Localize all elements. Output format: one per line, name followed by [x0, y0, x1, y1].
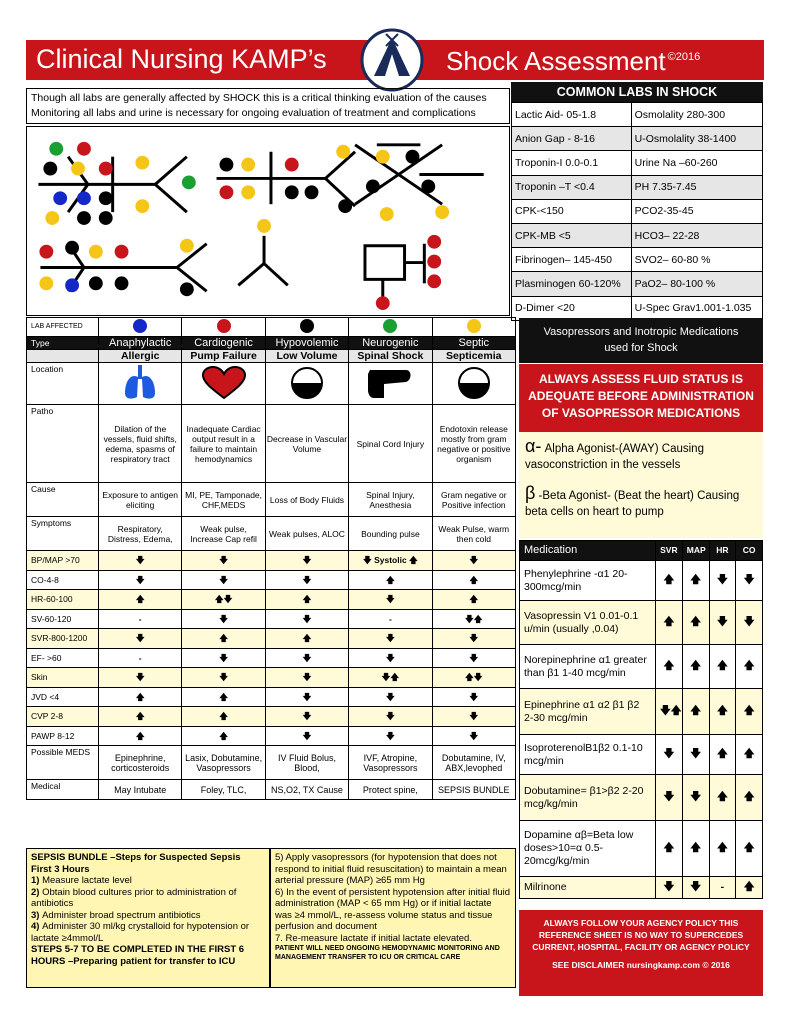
lab-dot-cell — [432, 318, 515, 337]
medical-row-cell: SEPSIS BUNDLE — [432, 780, 515, 800]
meds-row-cell: IV Fluid Bolus, Blood, — [265, 746, 348, 780]
kamp-tent-logo-icon — [360, 28, 424, 92]
lab-color-dot — [383, 319, 397, 333]
med-effect-arrow: 🡅 — [682, 821, 709, 877]
param-arrow: 🡇 — [349, 726, 432, 746]
med-effect-arrow: 🡇🡅 — [656, 689, 683, 735]
param-arrow: 🡇 — [265, 668, 348, 688]
param-arrow: 🡇 — [99, 551, 182, 571]
title-right-text: Shock Assessment — [446, 46, 666, 76]
vaso-header — [519, 318, 763, 363]
sepsis-step-text: Measure lactate level — [42, 875, 132, 886]
lab-row — [512, 272, 763, 296]
meds-row-cell: IVF, Atropine, Vasopressors — [349, 746, 432, 780]
alpha-symbol: α- — [525, 436, 542, 456]
param-arrow: 🡇 — [432, 629, 515, 649]
cause-row-cell: Gram negative or Positive infection — [432, 483, 515, 517]
med-name: Phenylephrine -α1 20-300mcg/min — [520, 561, 656, 601]
med-effect-arrow: 🡅 — [736, 775, 763, 821]
policy-text: ALWAYS FOLLOW YOUR AGENCY POLICY THIS REFERENCE SHEET IS NO WAY TO SUPERCEDES CURRENT, HOSPITAL, FACILITY OR AGENCY POLICY — [532, 918, 750, 952]
param-label: SVR-800-1200 — [27, 629, 99, 649]
param-label: JVD <4 — [27, 687, 99, 707]
shock-type: Neurogenic — [349, 337, 432, 350]
cause-row-cell: Exposure to antigen eliciting — [99, 483, 182, 517]
param-arrow: 🡇🡅 — [349, 668, 432, 688]
param-arrow: 🡇 — [432, 726, 515, 746]
lab-value: Fibrinogen– 145-450 — [512, 248, 632, 272]
param-label: EF- >60 — [27, 648, 99, 668]
medical-row-cell: May Intubate — [99, 780, 182, 800]
param-arrow: 🡇 — [265, 648, 348, 668]
type-row — [27, 337, 516, 350]
param-arrow: 🡅 — [99, 707, 182, 727]
med-name: Dopamine αβ=Beta low doses>10=α 0.5-20mcg/kg/min — [520, 821, 656, 877]
lab-value: PH 7.35-7.45 — [631, 175, 762, 199]
sepsis-subtitle: First 3 Hours — [31, 863, 90, 875]
med-effect-arrow: 🡇 — [656, 775, 683, 821]
empty-cell — [27, 350, 99, 363]
param-row — [27, 629, 516, 649]
med-effect-arrow: 🡇 — [682, 775, 709, 821]
cause-row-cell: Loss of Body Fluids — [265, 483, 348, 517]
lab-color-dot — [467, 319, 481, 333]
lab-dot-cell — [99, 318, 182, 337]
medical-row-cell: NS,O2, TX Cause — [265, 780, 348, 800]
med-effect-arrow: 🡅 — [709, 735, 736, 775]
title-left: Clinical Nursing KAMP’s — [36, 44, 327, 74]
param-arrow: 🡇 — [99, 668, 182, 688]
alpha-info — [525, 438, 757, 473]
shock-type: Septic — [432, 337, 515, 350]
vaso-header-line: used for Shock — [604, 342, 678, 354]
param-row — [27, 570, 516, 590]
param-arrow: 🡇 — [349, 629, 432, 649]
param-arrow: 🡇 — [432, 707, 515, 727]
meds-header-row — [520, 541, 763, 561]
param-arrow: 🡅 — [349, 570, 432, 590]
symptoms-row-cell: Weak Pulse, warm then cold — [432, 517, 515, 551]
param-arrow: 🡇 — [182, 551, 265, 571]
lab-dot-cell — [265, 318, 348, 337]
param-arrow: 🡅 — [99, 687, 182, 707]
title-right — [446, 46, 700, 77]
param-arrow: 🡅 — [182, 726, 265, 746]
patho-row-cell: Decrease in Vascular Volume — [265, 405, 348, 483]
heart-icon — [182, 363, 265, 405]
agonist-info — [519, 432, 763, 538]
meds-row-cell: Dobutamine, IV, ABX,levophed — [432, 746, 515, 780]
vaso-header-line: Vasopressors and Inotropic Medications — [543, 326, 739, 338]
meds-row-label: Possible MEDS — [27, 746, 99, 780]
med-effect-arrow: 🡅 — [656, 561, 683, 601]
param-row — [27, 668, 516, 688]
labs-title: COMMON LABS IN SHOCK — [511, 82, 763, 102]
lab-dot-cell — [182, 318, 265, 337]
beta-text: -Beta Agonist- (Beat the heart) Causing beta cells on heart to pump — [525, 490, 740, 518]
medical-row-label: Medical — [27, 780, 99, 800]
lab-value: Plasminogen 60-120% — [512, 272, 632, 296]
meds-col-header: Medication — [520, 541, 656, 561]
med-effect-arrow: 🡅 — [736, 645, 763, 689]
param-arrow: 🡇 — [349, 648, 432, 668]
param-arrow: 🡅🡇 — [432, 668, 515, 688]
shock-subtype: Spinal Shock — [349, 350, 432, 363]
location-label: Location — [27, 363, 99, 405]
beta-info — [525, 485, 757, 520]
param-arrow: 🡅 — [432, 590, 515, 610]
med-effect-arrow: 🡅 — [709, 645, 736, 689]
med-effect-arrow: 🡅 — [736, 689, 763, 735]
sepsis-step: 7. Re-measure lactate if initial lactate elevated. — [275, 932, 472, 944]
lab-row — [512, 296, 763, 320]
cause-row — [27, 483, 516, 517]
lab-value: Troponin-I 0.0-0.1 — [512, 151, 632, 175]
sepsis-step-text: Administer 30 ml/kg crystalloid for hypotension or lactate ≥4mmol/L — [31, 921, 250, 944]
shock-type: Cardiogenic — [182, 337, 265, 350]
medical-row — [27, 780, 516, 800]
half-circle-icon — [432, 363, 515, 405]
copyright-year: ©2016 — [667, 51, 701, 64]
med-row — [520, 775, 763, 821]
sepsis-step: 6) In the event of persistent hypotension after initial fluid administration (MAP < 65 mm Hg) or if initial lactate was ≥4 mmol/L, re-assess volume status and tissue perfusion and document — [275, 886, 510, 932]
medical-row-cell: Foley, TLC, — [182, 780, 265, 800]
med-effect-arrow: 🡅 — [736, 821, 763, 877]
cause-row-cell: MI, PE, Tamponade, CHF,MEDS — [182, 483, 265, 517]
param-arrow: 🡇 — [432, 687, 515, 707]
shock-subtype: Allergic — [99, 350, 182, 363]
param-arrow: 🡇 — [265, 707, 348, 727]
med-row — [520, 561, 763, 601]
param-row — [27, 551, 516, 571]
param-arrow: 🡅 — [99, 726, 182, 746]
lab-value: HCO3– 22-28 — [631, 223, 762, 247]
param-label: PAWP 8-12 — [27, 726, 99, 746]
lab-row — [512, 151, 763, 175]
meds-col-header: SVR — [656, 541, 683, 561]
param-arrow: - — [349, 609, 432, 629]
param-arrow: 🡇 — [182, 648, 265, 668]
symptoms-row-cell: Weak pulses, ALOC — [265, 517, 348, 551]
location-row — [27, 363, 516, 405]
meds-row — [27, 746, 516, 780]
sepsis-step-number: 1) — [31, 875, 43, 886]
lab-row — [512, 103, 763, 127]
intro-text — [26, 88, 510, 124]
sepsis-step: 5) Apply vasopressors (for hypotension that does not respond to initial fluid resuscitation) to maintain a mean arterial pressure (MAP) ≥65 mm Hg — [275, 852, 507, 886]
patho-row-cell: Inadequate Cardiac output result in a failure to maintain hemodynamics — [182, 405, 265, 483]
med-effect-arrow: 🡇 — [709, 561, 736, 601]
med-effect-arrow: 🡅 — [709, 689, 736, 735]
med-effect-arrow: 🡅 — [709, 821, 736, 877]
sepsis-step — [31, 887, 265, 910]
med-effect-arrow: 🡇 — [656, 735, 683, 775]
patho-row — [27, 405, 516, 483]
sepsis-step — [31, 921, 265, 944]
param-row — [27, 687, 516, 707]
param-label: CVP 2-8 — [27, 707, 99, 727]
param-arrow: 🡇 — [182, 609, 265, 629]
sepsis-bundle-right — [270, 848, 516, 988]
param-row — [27, 590, 516, 610]
intro-line: Monitoring all labs and urine is necessary for ongoing evaluation of treatment and complications — [31, 107, 476, 119]
lab-value: CPK-MB <5 — [512, 223, 632, 247]
meds-row-cell: Epinephrine, corticosteroids — [99, 746, 182, 780]
meds-row-cell: Lasix, Dobutamine, Vasopressors — [182, 746, 265, 780]
param-arrow: 🡅 — [265, 629, 348, 649]
med-effect-arrow: 🡇 — [656, 877, 683, 899]
med-row — [520, 645, 763, 689]
param-row — [27, 726, 516, 746]
lab-color-dot — [217, 319, 231, 333]
lab-affected-label: LAB AFFECTED — [27, 318, 99, 337]
symptoms-row-cell: Weak pulse, Increase Cap refil — [182, 517, 265, 551]
lab-fishbone-diagrams — [26, 126, 510, 316]
param-arrow: 🡇 — [349, 590, 432, 610]
param-arrow: 🡇 — [265, 687, 348, 707]
med-row — [520, 689, 763, 735]
med-name: Epinephrine α1 α2 β1 β2 2-30 mcg/min — [520, 689, 656, 735]
sepsis-closing: STEPS 5-7 TO BE COMPLETED IN THE FIRST 6 HOURS –Preparing patient for transfer to ICU — [31, 944, 245, 967]
shock-type: Anaphylactic — [99, 337, 182, 350]
param-arrow: 🡇 — [349, 707, 432, 727]
alpha-text: Alpha Agonist-(AWAY) Causing vasoconstriction in the vessels — [525, 443, 704, 471]
lab-value: CPK-<150 — [512, 199, 632, 223]
lab-value: PaO2– 80-100 % — [631, 272, 762, 296]
param-arrow: 🡇 — [265, 726, 348, 746]
param-row — [27, 609, 516, 629]
symptoms-row-cell: Bounding pulse — [349, 517, 432, 551]
lab-row — [512, 223, 763, 247]
param-arrow: 🡅🡇 — [182, 590, 265, 610]
lab-row — [512, 175, 763, 199]
policy-footer — [519, 910, 763, 996]
patho-row-cell: Spinal Cord Injury — [349, 405, 432, 483]
med-effect-arrow: 🡅 — [656, 645, 683, 689]
param-arrow: 🡇 — [432, 551, 515, 571]
shock-subtype: Septicemia — [432, 350, 515, 363]
param-arrow: 🡅 — [182, 687, 265, 707]
param-arrow: 🡇 — [349, 687, 432, 707]
param-arrow: 🡇 — [265, 551, 348, 571]
param-row — [27, 648, 516, 668]
patho-row-label: Patho — [27, 405, 99, 483]
med-name: IsoproterenolB1β2 0.1-10 mcg/min — [520, 735, 656, 775]
med-effect-arrow: 🡇 — [709, 601, 736, 645]
med-effect-arrow: 🡅 — [682, 689, 709, 735]
param-label: Skin — [27, 668, 99, 688]
lab-row — [512, 199, 763, 223]
param-label: SV-60-120 — [27, 609, 99, 629]
med-row — [520, 821, 763, 877]
med-row — [520, 877, 763, 899]
med-effect-arrow: 🡅 — [656, 821, 683, 877]
sepsis-step — [31, 875, 265, 887]
beta-symbol: β — [525, 483, 536, 503]
lab-value: Lactic Aid- 05-1.8 — [512, 103, 632, 127]
lab-row — [512, 127, 763, 151]
subtype-row — [27, 350, 516, 363]
sepsis-note: PATIENT WILL NEED ONGOING HEMODYNAMIC MONITORING AND MANAGEMENT TRANSFER TO ICU OR CRITICAL CARE — [275, 945, 500, 961]
param-arrow: 🡅 — [182, 629, 265, 649]
lab-color-dot — [300, 319, 314, 333]
med-effect-arrow: 🡅 — [682, 601, 709, 645]
med-effect-arrow: 🡇 — [682, 735, 709, 775]
param-label: CO-4-8 — [27, 570, 99, 590]
sepsis-step-number: 2) — [31, 886, 43, 898]
medical-row-cell: Protect spine, — [349, 780, 432, 800]
param-arrow: - — [99, 609, 182, 629]
lab-color-dot — [133, 319, 147, 333]
sepsis-step-number: 4) — [31, 921, 43, 932]
med-row — [520, 735, 763, 775]
lab-value: SVO2– 60-80 % — [631, 248, 762, 272]
lungs-icon — [99, 363, 182, 405]
lab-value: Urine Na –60-260 — [631, 151, 762, 175]
sepsis-step — [31, 910, 265, 922]
lab-value: Troponin –T <0.4 — [512, 175, 632, 199]
lab-row — [512, 248, 763, 272]
med-effect-arrow: 🡇 — [682, 877, 709, 899]
meds-col-header: HR — [709, 541, 736, 561]
param-arrow: 🡇 — [432, 648, 515, 668]
shock-types-table — [26, 317, 516, 800]
param-arrow: 🡅 — [265, 590, 348, 610]
type-label: Type — [27, 337, 99, 350]
lab-value: Osmolality 280-300 — [631, 103, 762, 127]
lab-value: U-Spec Grav1.001-1.035 — [631, 296, 762, 320]
symptoms-row-label: Symptoms — [27, 517, 99, 551]
med-effect-arrow: 🡇 — [736, 561, 763, 601]
lab-value: U-Osmolality 38-1400 — [631, 127, 762, 151]
param-arrow: - — [99, 648, 182, 668]
cause-row-label: Cause — [27, 483, 99, 517]
param-row — [27, 707, 516, 727]
cause-row-cell: Spinal Injury, Anesthesia — [349, 483, 432, 517]
patho-row-cell: Dilation of the vessels, fluid shifts, edema, spasms of respiratory tract — [99, 405, 182, 483]
shock-type: Hypovolemic — [265, 337, 348, 350]
param-arrow: 🡅 — [99, 590, 182, 610]
disclaimer-text: SEE DISCLAIMER nursingkamp.com © 2016 — [552, 960, 730, 970]
param-arrow: 🡇 — [182, 668, 265, 688]
med-name: Vasopressin V1 0.01-0.1 u/min (usually ,0.04) — [520, 601, 656, 645]
param-arrow: 🡇 — [265, 609, 348, 629]
param-label: BP/MAP >70 — [27, 551, 99, 571]
vasopressor-table — [519, 540, 763, 899]
shock-subtype: Low Volume — [265, 350, 348, 363]
med-effect-arrow: 🡅 — [656, 601, 683, 645]
shock-subtype: Pump Failure — [182, 350, 265, 363]
param-arrow: 🡅 — [182, 707, 265, 727]
symptoms-row-cell: Respiratory, Distress, Edema, — [99, 517, 182, 551]
sepsis-step-number: 3) — [31, 909, 43, 921]
intro-line: Though all labs are generally affected by SHOCK this is a critical thinking evaluation of the causes — [31, 92, 487, 104]
param-arrow: 🡅 — [432, 570, 515, 590]
med-effect-arrow: 🡅 — [736, 735, 763, 775]
med-effect-arrow: 🡅 — [709, 775, 736, 821]
lab-affected-row — [27, 318, 516, 337]
med-effect-arrow: 🡅 — [682, 645, 709, 689]
param-label: HR-60-100 — [27, 590, 99, 610]
sepsis-step-text: Obtain blood cultures prior to administration of antibiotics — [31, 886, 237, 909]
med-effect-arrow: 🡅 — [682, 561, 709, 601]
med-name: Norepinephrine α1 greater than β1 1-40 mcg/min — [520, 645, 656, 689]
half-circle-icon — [265, 363, 348, 405]
sepsis-title: SEPSIS BUNDLE –Steps for Suspected Sepsis — [31, 852, 241, 863]
patho-row-cell: Endotoxin release mostly from gram negative or positive organism — [432, 405, 515, 483]
meds-col-header: CO — [736, 541, 763, 561]
med-effect-arrow: 🡇 — [736, 601, 763, 645]
sepsis-step-text: Administer broad spectrum antibiotics — [42, 909, 201, 921]
param-arrow: 🡇 — [99, 629, 182, 649]
med-effect-arrow: 🡅 — [736, 877, 763, 899]
med-name: Dobutamine= β1>β2 2-20 mcg/kg/min — [520, 775, 656, 821]
param-arrow: 🡇 — [99, 570, 182, 590]
param-arrow: 🡇 Systolic 🡅 — [349, 551, 432, 571]
param-arrow: 🡇🡅 — [432, 609, 515, 629]
lab-value: D-Dimer <20 — [512, 296, 632, 320]
lab-dot-cell — [349, 318, 432, 337]
labs-table — [511, 102, 763, 321]
param-arrow: 🡇 — [182, 570, 265, 590]
spinal-icon — [349, 363, 432, 405]
meds-col-header: MAP — [682, 541, 709, 561]
lab-value: PCO2-35-45 — [631, 199, 762, 223]
symptoms-row — [27, 517, 516, 551]
param-arrow: 🡇 — [265, 570, 348, 590]
sepsis-bundle-left — [26, 848, 270, 988]
lab-value: Anion Gap - 8-16 — [512, 127, 632, 151]
fluid-alert: ALWAYS ASSESS FLUID STATUS IS ADEQUATE BEFORE ADMINISTRATION OF VASOPRESSOR MEDICATIONS — [519, 364, 763, 432]
med-effect-arrow: - — [709, 877, 736, 899]
med-name: Milrinone — [520, 877, 656, 899]
med-row — [520, 601, 763, 645]
